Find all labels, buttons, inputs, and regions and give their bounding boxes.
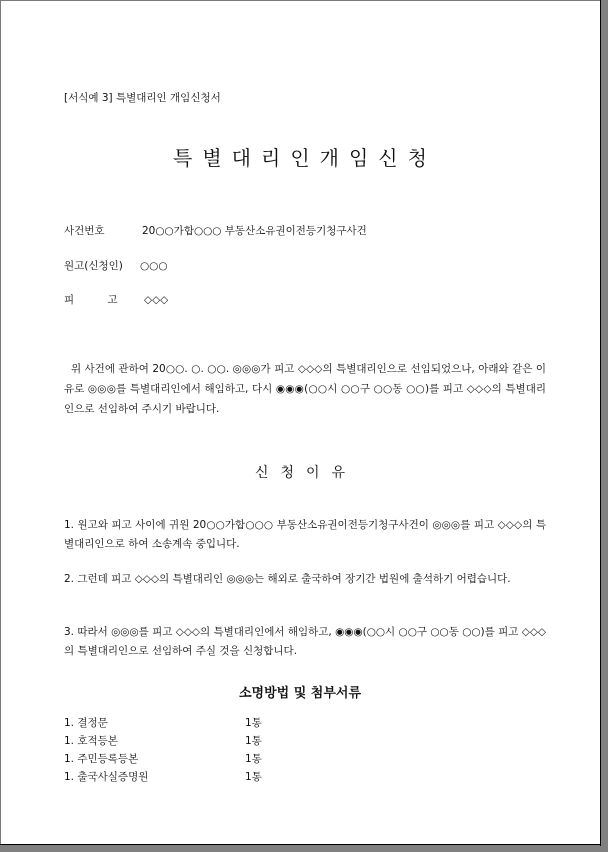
case-number-field	[64, 223, 367, 238]
page-border-bottom	[0, 844, 601, 845]
plaintiff-label: 원고(신청인)	[64, 260, 123, 272]
defendant-field	[64, 292, 168, 307]
attachments-list	[64, 714, 262, 786]
defendant-label: 피 고	[64, 294, 118, 306]
attachment-name: 1. 호적등본	[64, 735, 118, 747]
attachment-qty: 1통	[245, 753, 262, 765]
case-number-label: 사건번호	[64, 225, 105, 237]
intro-paragraph	[64, 359, 546, 419]
attachments-title: 소명방법 및 첨부서류	[238, 686, 362, 701]
page-border-right	[600, 0, 601, 846]
plaintiff-field	[64, 258, 168, 273]
document-title: 특별대리인개임신청	[173, 146, 437, 170]
attachment-name: 1. 결정문	[64, 717, 108, 729]
attachment-qty: 1통	[245, 717, 262, 729]
defendant-value: ◇◇◇	[144, 294, 169, 306]
attachment-qty: 1통	[245, 771, 262, 783]
page-shadow-right	[601, 0, 608, 852]
case-number-value: 20○○가합○○○ 부동산소유권이전등기청구사건	[142, 225, 367, 237]
reason-item-3: 3. 따라서 ◎◎◎를 피고 ◇◇◇의 특별대리인에서 해임하고, ◉◉◉(○○시 ○○구 ○○동 ○○)를 피고 ◇◇◇의 특별대리인으로 선임하여 주실 것을 신청합니다.	[64, 626, 546, 657]
form-label: [서식예 3] 특별대리인 개임신청서	[64, 92, 221, 104]
attachment-qty: 1통	[245, 735, 262, 747]
attachment-name: 1. 주민등록등본	[64, 753, 139, 765]
plaintiff-value: ○○○	[140, 260, 168, 272]
list-item	[64, 768, 262, 786]
list-item	[64, 714, 262, 732]
page-shadow-bottom	[0, 845, 608, 852]
list-item	[64, 750, 262, 768]
reason-item-1: 1. 원고와 피고 사이에 귀원 20○○가합○○○ 부동산소유권이전등기청구사건이 ◎◎◎를 피고 ◇◇◇의 특별대리인으로 하여 소송계속 중입니다.	[64, 519, 546, 550]
intro-text: 위 사건에 관하여 20○○. ○. ○○. ◎◎◎가 피고 ◇◇◇의 특별대리인으로 선임되었으나, 아래와 같은 이유로 ◎◎◎를 특별대리인에서 해임하고, 다시 ◉◉◉(○○시 ○○구 ○○동 ○○)를 피고 ◇◇◇의 특별대리인으로 선임하여 주시기 바랍니다.	[64, 363, 546, 415]
reason-section-title: 신청이유	[254, 465, 358, 481]
list-item	[64, 732, 262, 750]
attachment-name: 1. 출국사실증명원	[64, 771, 149, 783]
reason-item-2: 2. 그런데 피고 ◇◇◇의 특별대리인 ◎◎◎는 해외로 출국하여 장기간 법원에 출석하기 어렵습니다.	[64, 573, 511, 585]
